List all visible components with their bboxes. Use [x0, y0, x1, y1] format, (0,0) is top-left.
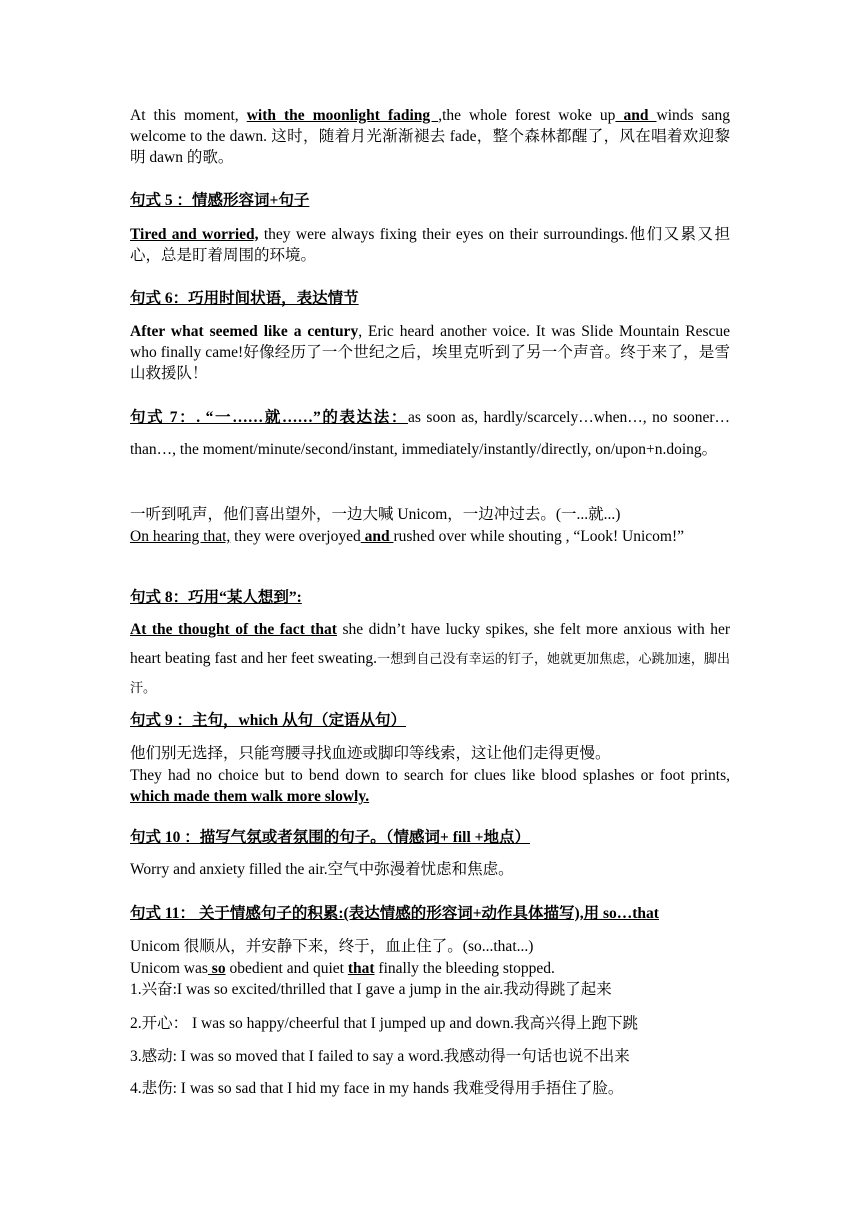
paragraph-pattern-10: Worry and anxiety filled the air.空气中弥漫着忧虑和焦虑。: [130, 861, 514, 878]
heading-pattern-10: 句式 10 ：描写气氛或者氛围的句子。（情感词+ fill +地点）: [130, 829, 530, 846]
paragraph-pattern-7-cn: 一听到吼声，他们喜出望外，一边大喊 Unicom，一边冲过去。(一...就...): [130, 506, 621, 523]
heading-pattern-6: 句式 6：巧用时间状语，表达情节: [130, 290, 359, 307]
heading-pattern-8: 句式 8：巧用“某人想到”:: [130, 589, 302, 606]
heading-pattern-9: 句式 9 ：主句，which 从句（定语从句）: [130, 712, 406, 729]
list-item-moved: 3.感动: I was so moved that I failed to say a word.我感动得一句话也说不出来: [130, 1048, 630, 1065]
paragraph-pattern-11-cn: Unicom 很顺从，并安静下来，终于，血止住了。(so...that...): [130, 938, 534, 955]
list-item-sad: 4.悲伤: I was so sad that I hid my face in my hands 我难受得用手捂住了脸。: [130, 1080, 624, 1097]
heading-pattern-11: 句式 11： 关于情感句子的积累:(表达情感的形容词+动作具体描写),用 so…that: [130, 905, 659, 922]
paragraph-pattern-9-en: They had no choice but to bend down to search for clues like blood splashes or foot prints, which made them walk more slowly.: [130, 767, 730, 805]
heading-pattern-5: 句式 5 ：情感形容词+句子: [130, 192, 310, 209]
paragraph-pattern-7: 句式 7：. “一……就……”的表达法：as soon as, hardly/scarcely…when…, no sooner… than…, the moment/minute/second/instant, immediately/instantly/directly, on/upon+n.doing。: [130, 409, 730, 458]
paragraph-pattern-8: At the thought of the fact that she didn’t have lucky spikes, she felt more anxious with her heart beating fast and her feet sweating.一想到自己没有幸运的钉子，她就更加焦虑，心跳加速，脚出汗。: [130, 621, 730, 695]
paragraph-pattern-11-en: Unicom was so obedient and quiet that finally the bleeding stopped.: [130, 960, 555, 977]
list-item-excited: 1.兴奋:I was so excited/thrilled that I gave a jump in the air.我动得跳了起来: [130, 981, 612, 998]
heading-pattern-7: 句式 7：. “一……就……”的表达法：: [130, 409, 409, 426]
paragraph-moonlight: At this moment, with the moonlight fading ,the whole forest woke up and winds sang welcome to the dawn. 这时，随着月光渐渐褪去 fade，整个森林都醒了，风在唱着欢迎黎明 dawn 的歌。: [130, 107, 730, 166]
paragraph-pattern-6: After what seemed like a century, Eric heard another voice. It was Slide Mountain Rescue who finally came!好像经历了一个世纪之后，埃里克听到了另一个声音。终于来了，是雪山救援队！: [130, 323, 730, 382]
paragraph-pattern-7-en: On hearing that, they were overjoyed and rushed over while shouting , “Look! Unicom!”: [130, 528, 685, 545]
paragraph-pattern-9-cn: 他们别无选择，只能弯腰寻找血迹或脚印等线索，这让他们走得更慢。: [130, 745, 611, 762]
list-item-happy: 2.开心： I was so happy/cheerful that I jumped up and down.我高兴得上跑下跳: [130, 1015, 638, 1032]
paragraph-pattern-5: Tired and worried, they were always fixing their eyes on their surroundings.他们又累又担心，总是盯着周围的环境。: [130, 226, 730, 264]
